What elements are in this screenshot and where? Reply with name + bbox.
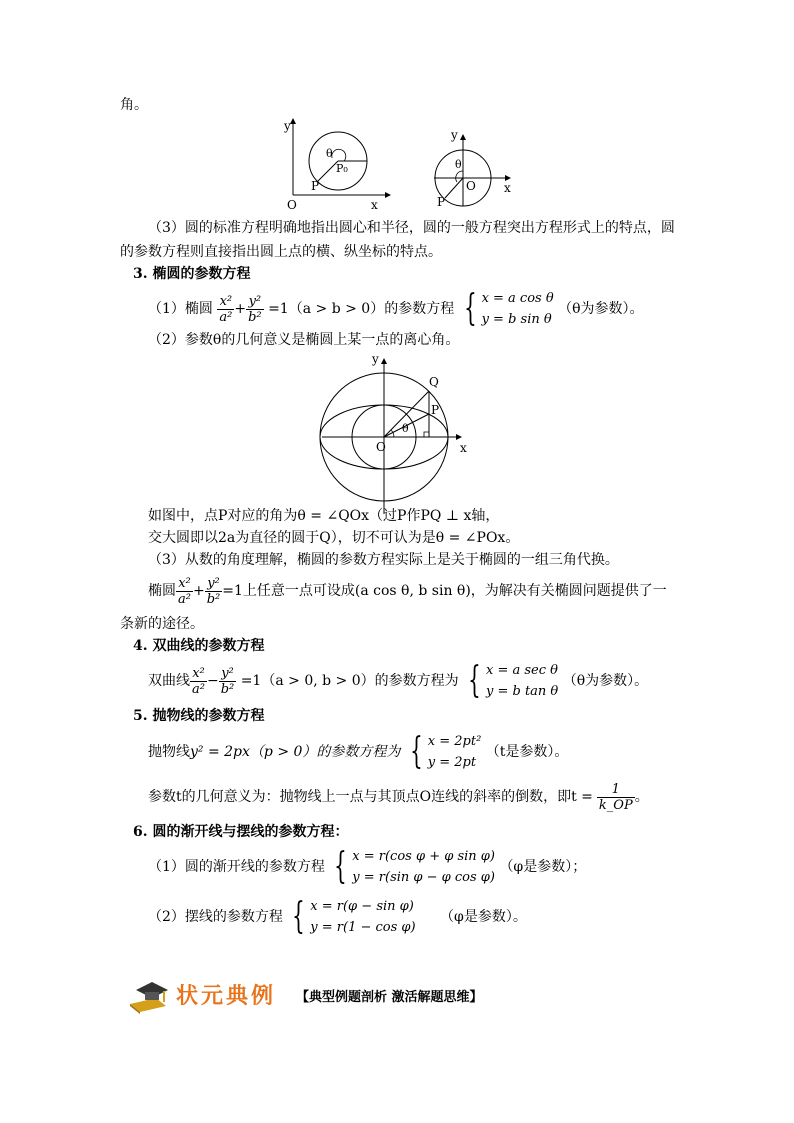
note-line5: 条新的途径。 — [120, 616, 204, 632]
example-banner — [128, 980, 548, 1016]
fig3-x-label: x — [460, 441, 467, 455]
section5-heading: 5. 抛物线的参数方程 — [133, 708, 265, 724]
frac-y2-b2-h: $\frac{\text{y²}}{\text{b²}}$ — [220, 665, 235, 697]
fig2-y-label: y — [451, 128, 458, 142]
ellipse-param-line: （1）椭圆 $\frac{\text{x²}}{\text{a²}}$ + $\frac{\text{y²}}{\text{b²}}$ =1（a > b > 0）的参数方程 { x = a cos θ y = b sin θ （θ为参数）。 — [148, 288, 644, 329]
ellipse-suffix: （θ为参数）。 — [558, 301, 644, 317]
figure-ellipse — [318, 350, 478, 520]
ellipse-prefix: （1）椭圆 — [148, 301, 213, 317]
cycloid-line: （2）摆线的参数方程 { x = r(φ − sin φ) y = r(1 − cos φ) （φ是参数）。 — [148, 896, 527, 937]
ellipse-meaning: （2）参数θ的几何意义是椭圆上某一点的离心角。 — [148, 332, 460, 348]
note-line4: 椭圆 $\frac{\text{x²}}{\text{a²}}$ + $\frac{\text{y²}}{\text{b²}}$ =1上任意一点可设成(a cos θ, b sin θ)，为解决有关椭圆问题提供了一 — [148, 575, 667, 607]
para3-line1: （3）圆的标准方程明确地指出圆心和半径，圆的一般方程突出方程形式上的特点，圆 — [148, 220, 675, 236]
frac-1-kop: $\frac{1}{k\_OP}$ — [598, 781, 633, 813]
ellipse-system: x = a cos θ y = b sin θ — [481, 291, 554, 327]
fig1-y-label: y — [284, 119, 291, 133]
fig2-p-label: P — [437, 195, 446, 209]
fig2-x-label: x — [504, 181, 511, 195]
figure-circle-2 — [430, 128, 520, 210]
ellipse-cond: =1（a > b > 0）的参数方程 — [268, 301, 455, 317]
involute-system: x = r(cos φ + φ sin φ) y = r(sin φ − φ cos φ) — [352, 849, 495, 885]
fig1-p0-label: P₀ — [336, 162, 348, 175]
banner-subtitle: 【典型例题剖析 激活解题思维】 — [296, 990, 483, 1005]
banner-title: 状元典例 — [176, 984, 277, 1009]
hyperbola-param-line: 双曲线 $\frac{\text{x²}}{\text{a²}}$ − $\frac{\text{y²}}{\text{b²}}$ =1（a > 0, b > 0）的参数方程为 { x = a sec θ y = b tan θ （θ为参数）。 — [148, 660, 649, 701]
note-line2: 交大圆即以2a为直径的圆于Q），切不可认为是θ = ∠POx。 — [148, 530, 520, 546]
cycloid-system: x = r(φ − sin φ) y = r(1 − cos φ) — [310, 899, 416, 935]
graduation-cap-book-icon — [128, 980, 170, 1014]
note-line1: 如图中，点P对应的角为θ = ∠QOx（过P作PQ ⊥ x轴， — [148, 508, 500, 524]
parabola-meaning: 参数t的几何意义为：抛物线上一点与其顶点O连线的斜率的倒数，即t = $\frac{1}{k\_OP}$ 。 — [148, 781, 649, 813]
section3-heading: 3. 椭圆的参数方程 — [133, 266, 251, 282]
parabola-param-line: 抛物线y² = 2px（p > 0）的参数方程为 { x = 2pt² y = 2pt （t是参数）。 — [148, 731, 569, 772]
fig2-origin-label: O — [466, 179, 476, 193]
fig1-p-label: P — [311, 179, 320, 193]
fig3-theta-label: θ — [402, 422, 409, 435]
fig1-x-label: x — [371, 198, 378, 212]
fig3-p-label: P — [431, 403, 440, 417]
section4-heading: 4. 双曲线的参数方程 — [133, 638, 265, 654]
fig3-q-label: Q — [429, 375, 439, 389]
note-line3: （3）从数的角度理解，椭圆的参数方程实际上是关于椭圆的一组三角代换。 — [148, 552, 619, 568]
top-line: 角。 — [120, 97, 148, 113]
fig3-origin-label: O — [376, 440, 386, 454]
fig1-theta-label: θ — [326, 147, 333, 160]
section6-heading: 6. 圆的渐开线与摆线的参数方程： — [133, 824, 349, 840]
involute-line: （1）圆的渐开线的参数方程 { x = r(cos φ + φ sin φ) y = r(sin φ − φ cos φ) （φ是参数）； — [148, 846, 587, 887]
fig3-y-label: y — [372, 352, 379, 366]
hyperbola-system: x = a sec θ y = b tan θ — [486, 663, 559, 699]
parabola-system: x = 2pt² y = 2pt — [427, 734, 482, 770]
frac-x2-a2-b: $\frac{\text{x²}}{\text{a²}}$ — [178, 575, 191, 607]
frac-y2-b2: $\frac{\text{y²}}{\text{b²}}$ — [248, 293, 262, 325]
fig2-theta-label: θ — [455, 158, 462, 171]
frac-x2-a2: $\frac{\text{x²}}{\text{a²}}$ — [219, 293, 233, 325]
figure-circle-1 — [275, 112, 395, 212]
frac-y2-b2-b: $\frac{\text{y²}}{\text{b²}}$ — [206, 575, 221, 607]
para3-line2: 的参数方程则直接指出圆上点的横、纵坐标的特点。 — [120, 244, 442, 260]
fig1-origin-label: O — [287, 198, 297, 212]
frac-x2-a2-h: $\frac{\text{x²}}{\text{a²}}$ — [192, 665, 205, 697]
